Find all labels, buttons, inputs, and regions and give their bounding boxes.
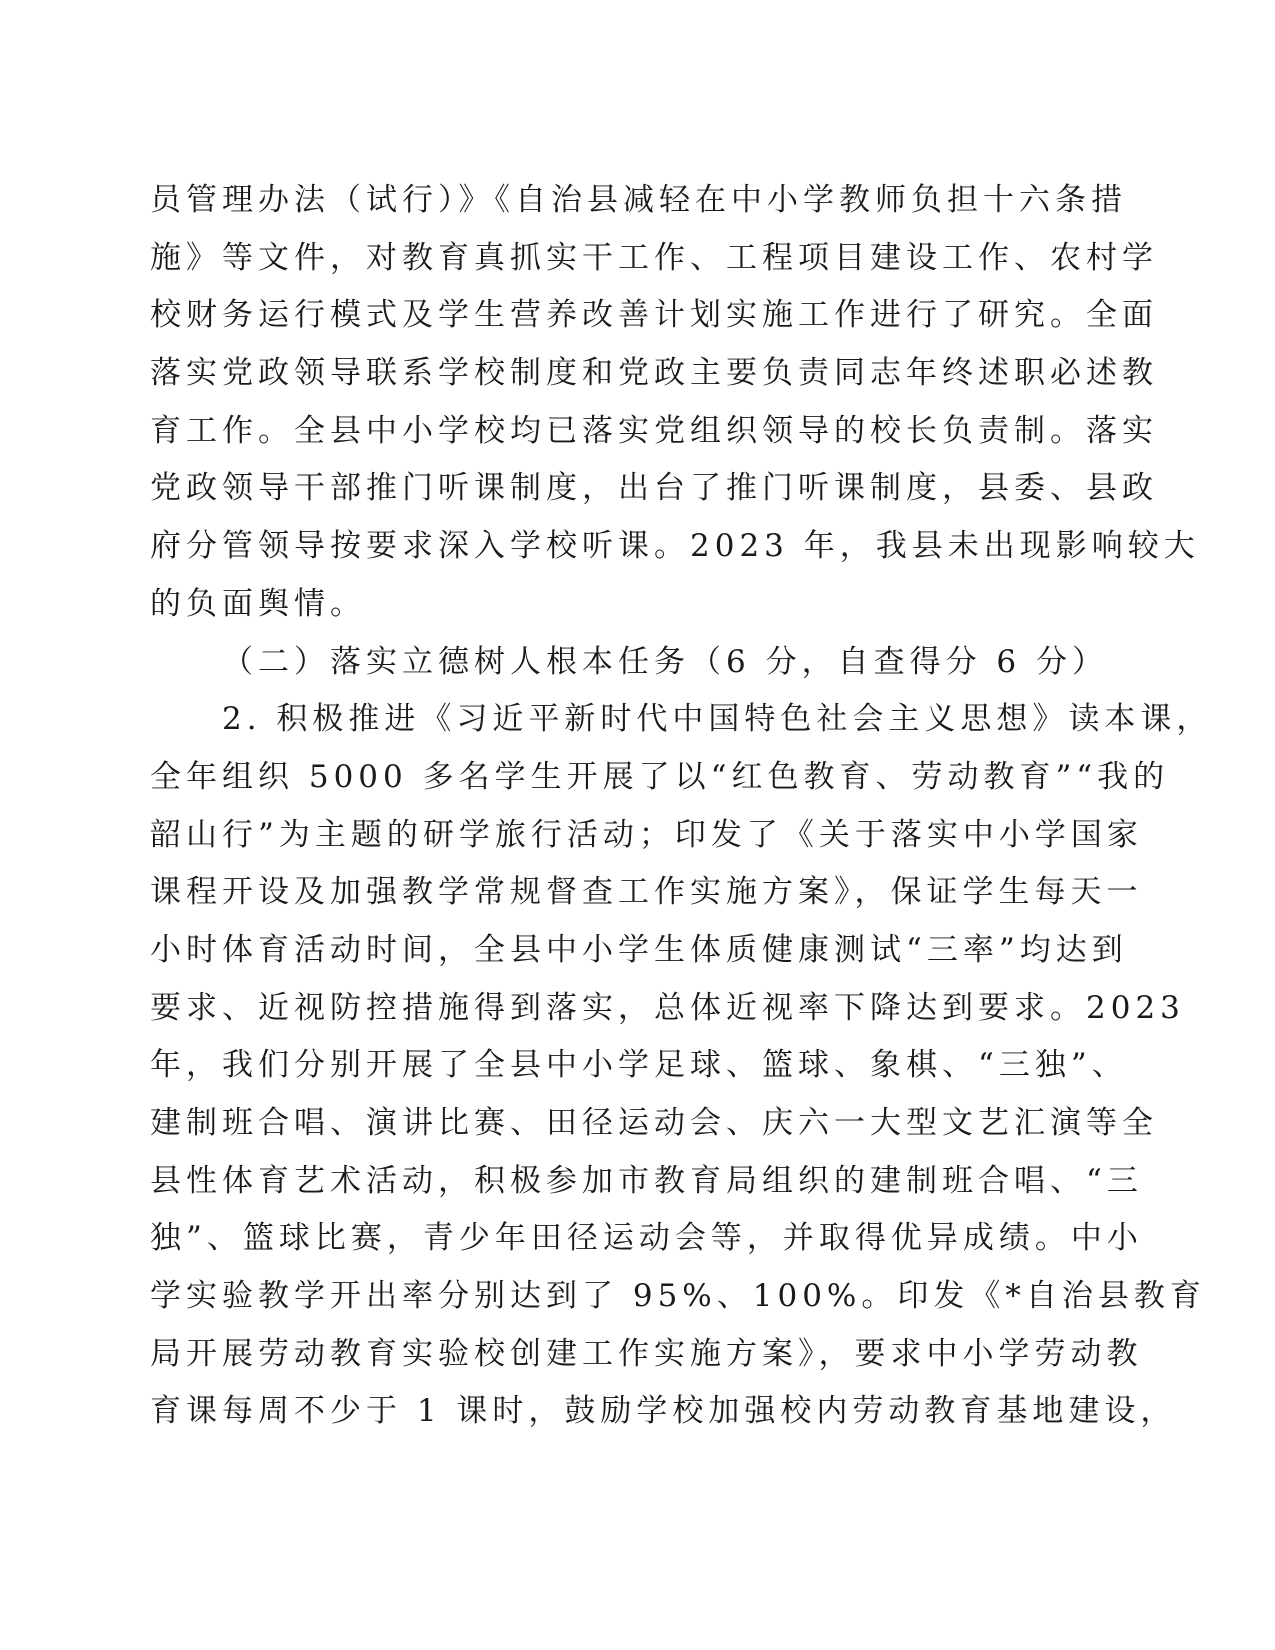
text-line: 年，我们分别开展了全县中小学足球、篮球、象棋、“三独”、	[150, 1047, 1128, 1084]
text-line: 育课每周不少于 1 课时，鼓励学校加强校内劳动教育基地建设，	[150, 1393, 1177, 1430]
text-line: 学实验教学开出率分别达到了 95%、100%。印发《*自治县教育	[150, 1278, 1206, 1315]
text-line: 要求、近视防控措施得到落实，总体近视率下降达到要求。2023	[150, 989, 1185, 1026]
text-line: 党政领导干部推门听课制度，出台了推门听课制度，县委、县政	[150, 470, 1158, 507]
paragraph-2	[150, 691, 1213, 1441]
paragraph-1	[150, 172, 1200, 634]
text-line: 府分管领导按要求深入学校听课。2023 年，我县未出现影响较大	[150, 528, 1200, 565]
text-line: 小时体育活动时间，全县中小学生体质健康测试“三率”均达到	[150, 931, 1128, 968]
text-line: 施》等文件，对教育真抓实干工作、工程项目建设工作、农村学	[150, 239, 1158, 276]
text-line: 独”、篮球比赛，青少年田径运动会等，并取得优异成绩。中小	[150, 1220, 1143, 1257]
text-line: 建制班合唱、演讲比赛、田径运动会、庆六一大型文艺汇演等全	[150, 1105, 1158, 1141]
text-line: 2. 积极推进《习近平新时代中国特色社会主义思想》读本课，	[222, 701, 1213, 738]
text-line: 育工作。全县中小学校均已落实党组织领导的校长负责制。落实	[150, 412, 1158, 449]
text-line: 局开展劳动教育实验校创建工作实施方案》，要求中小学劳动教	[150, 1335, 1143, 1372]
text-line: 校财务运行模式及学生营养改善计划实施工作进行了研究。全面	[150, 297, 1158, 334]
text-line: 落实党政领导联系学校制度和党政主要负责同志年终述职必述教	[150, 355, 1158, 392]
text-line: 县性体育艺术活动，积极参加市教育局组织的建制班合唱、“三	[150, 1162, 1143, 1199]
text-line: 的负面舆情。	[150, 585, 366, 622]
text-line: 全年组织 5000 多名学生开展了以“红色教育、劳动教育”“我的	[150, 758, 1170, 795]
text-line: 员管理办法（试行）》《自治县减轻在中小学教师负担十六条措	[150, 182, 1127, 218]
text-line: 课程开设及加强教学常规督查工作实施方案》，保证学生每天一	[150, 874, 1143, 911]
text-line: 韶山行”为主题的研学旅行活动；印发了《关于落实中小学国家	[150, 816, 1143, 853]
section-heading: （二）落实立德树人根本任务（6 分，自查得分 6 分）	[222, 643, 1109, 680]
body-text	[150, 172, 1213, 1441]
